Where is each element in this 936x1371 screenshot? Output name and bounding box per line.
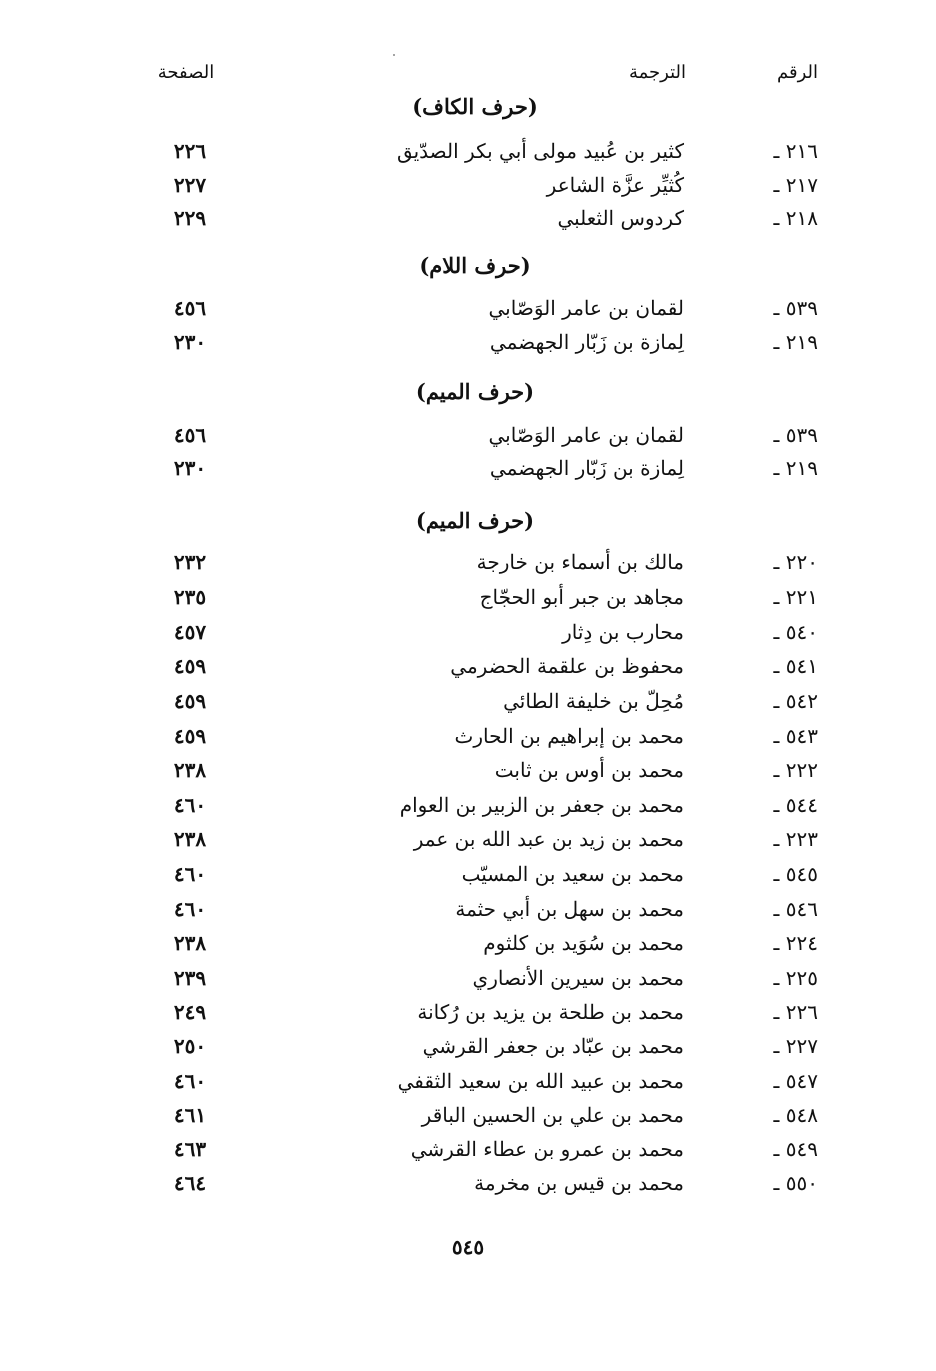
entry-number: ٥٤٧ ـ xyxy=(773,1069,818,1093)
entry-number: ٥٤٠ ـ xyxy=(773,620,818,644)
index-entry xyxy=(0,1134,936,1164)
entry-name: محمد بن علي بن الحسين الباقر xyxy=(421,1103,684,1127)
entry-name: لقمان بن عامر الوَصّابي xyxy=(488,423,684,447)
entry-name: محمد بن سُوَيد بن كلثوم xyxy=(483,931,684,955)
section-title: (حرف الكاف) xyxy=(412,94,538,119)
index-entry xyxy=(0,1066,936,1096)
entry-page: ٢٣٥ xyxy=(173,585,207,609)
entry-number: ٥٣٩ ـ xyxy=(773,423,818,447)
entry-name: لِمازة بن زَبّار الجهضمي xyxy=(489,330,684,354)
entry-page: ٤٥٦ xyxy=(173,423,207,447)
index-entry xyxy=(0,651,936,681)
entry-number: ٥٤٣ ـ xyxy=(773,724,818,748)
entry-number: ٢٢١ ـ xyxy=(773,585,818,609)
section-heading xyxy=(0,250,936,282)
page-number: ٥٤٥ xyxy=(451,1235,485,1259)
entry-number: ٢١٧ ـ xyxy=(773,173,818,197)
index-entry xyxy=(0,928,936,958)
entry-number: ٢٢٤ ـ xyxy=(773,931,818,955)
entry-name: كثير بن عُبيد مولى أبي بكر الصدّيق xyxy=(396,139,684,163)
entry-number: ٥٤٢ ـ xyxy=(773,689,818,713)
index-entry xyxy=(0,327,936,357)
entry-number: ٥٥٠ ـ xyxy=(773,1171,818,1195)
entry-page: ٤٦٠ xyxy=(173,862,207,886)
entry-number: ٥٤٤ ـ xyxy=(773,793,818,817)
section-heading xyxy=(0,376,936,408)
entry-page: ٤٦٠ xyxy=(173,1069,207,1093)
entry-name: مالك بن أسماء بن خارجة xyxy=(476,550,684,574)
entry-number: ٥٤٨ ـ xyxy=(773,1103,818,1127)
entry-number: ٢١٩ ـ xyxy=(773,456,818,480)
entry-page: ٢٣٠ xyxy=(173,456,207,480)
entry-page: ٢٣٨ xyxy=(173,931,207,955)
section-title: (حرف الميم) xyxy=(415,379,535,404)
entry-page: ٤٦٣ xyxy=(173,1137,207,1161)
entry-page: ٢٣٠ xyxy=(173,330,207,354)
entry-number: ٢٢٥ ـ xyxy=(773,966,818,990)
index-entry xyxy=(0,453,936,483)
entry-number: ٢١٩ ـ xyxy=(773,330,818,354)
name-column-header: الترجمة xyxy=(628,62,686,83)
index-entry xyxy=(0,1031,936,1061)
entry-number: ٢١٨ ـ xyxy=(773,206,818,230)
section-title: (حرف اللام) xyxy=(419,253,531,278)
entry-page: ٤٥٧ xyxy=(173,620,207,644)
entry-page: ٢٣٨ xyxy=(173,827,207,851)
entry-page: ٤٦٠ xyxy=(173,793,207,817)
index-entry xyxy=(0,790,936,820)
index-entry xyxy=(0,1100,936,1130)
entry-name: كردوس الثعلبي xyxy=(557,206,684,230)
entry-page: ٢٣٨ xyxy=(173,758,207,782)
print-speck xyxy=(393,54,395,56)
entry-name: محمد بن أوس بن ثابت xyxy=(494,758,684,782)
index-entry xyxy=(0,136,936,166)
entry-page: ٤٥٩ xyxy=(173,724,207,748)
entry-name: مجاهد بن جبر أبو الحجّاج xyxy=(479,585,684,609)
index-entry xyxy=(0,170,936,200)
entry-name: محفوظ بن علقمة الحضرمي xyxy=(450,654,684,678)
entry-page: ٤٦٠ xyxy=(173,897,207,921)
entry-name: محمد بن قيس بن مخرمة xyxy=(474,1171,684,1195)
index-entry xyxy=(0,997,936,1027)
entry-page: ٢٢٦ xyxy=(173,139,207,163)
entry-name: محمد بن سعيد بن المسيّب xyxy=(461,862,684,886)
index-entry xyxy=(0,582,936,612)
number-column-header: الرقم xyxy=(776,62,818,83)
index-entry xyxy=(0,420,936,450)
index-entry xyxy=(0,686,936,716)
index-entry xyxy=(0,1168,936,1198)
entry-page: ٢٢٩ xyxy=(173,206,207,230)
index-entry xyxy=(0,293,936,323)
entry-number: ٢٢٠ ـ xyxy=(773,550,818,574)
entry-name: محمد بن عبّاد بن جعفر القرشي xyxy=(422,1034,684,1058)
section-title: (حرف الميم) xyxy=(415,508,535,533)
entry-number: ٢٢٧ ـ xyxy=(773,1034,818,1058)
entry-page: ٤٥٦ xyxy=(173,296,207,320)
entry-name: محمد بن سيرين الأنصاري xyxy=(472,966,684,990)
entry-name: لقمان بن عامر الوَصّابي xyxy=(488,296,684,320)
entry-name: محمد بن عبيد الله بن سعيد الثقفي xyxy=(397,1069,684,1093)
entry-page: ٢٥٠ xyxy=(173,1034,207,1058)
section-heading xyxy=(0,505,936,537)
section-heading xyxy=(0,91,936,123)
entry-number: ٥٤٩ ـ xyxy=(773,1137,818,1161)
entry-name: مُحِلّ بن خليفة الطائي xyxy=(503,689,684,713)
index-entry xyxy=(0,203,936,233)
entry-number: ٢١٦ ـ xyxy=(773,139,818,163)
entry-page: ٢٣٩ xyxy=(173,966,207,990)
index-entry xyxy=(0,755,936,785)
entry-name: محمد بن سهل بن أبي حثمة xyxy=(455,897,684,921)
entry-page: ٤٥٩ xyxy=(173,689,207,713)
index-entry xyxy=(0,617,936,647)
entry-name: كُثيِّر عزَّة الشاعر xyxy=(546,173,684,197)
column-header-row xyxy=(0,58,936,88)
index-entry xyxy=(0,894,936,924)
entry-page: ٢٣٢ xyxy=(173,550,207,574)
entry-page: ٤٦٤ xyxy=(173,1171,207,1195)
entry-page: ٢٢٧ xyxy=(173,173,207,197)
index-entry xyxy=(0,824,936,854)
entry-number: ٢٢٣ ـ xyxy=(773,827,818,851)
entry-number: ٥٣٩ ـ xyxy=(773,296,818,320)
entry-name: لِمازة بن زَبّار الجهضمي xyxy=(489,456,684,480)
index-entry xyxy=(0,963,936,993)
entry-number: ٥٤٦ ـ xyxy=(773,897,818,921)
index-entry xyxy=(0,859,936,889)
entry-number: ٥٤١ ـ xyxy=(773,654,818,678)
entry-page: ٢٤٩ xyxy=(173,1000,207,1024)
entry-name: محمد بن إبراهيم بن الحارث xyxy=(454,724,684,748)
index-entry xyxy=(0,721,936,751)
index-entry xyxy=(0,547,936,577)
entry-name: محارب بن دِثار xyxy=(562,620,684,644)
entry-name: محمد بن طلحة بن يزيد بن رُكانة xyxy=(417,1000,684,1024)
entry-page: ٤٦١ xyxy=(173,1103,207,1127)
entry-number: ٢٢٢ ـ xyxy=(773,758,818,782)
entry-name: محمد بن زيد بن عبد الله بن عمر xyxy=(413,827,684,851)
entry-number: ٥٤٥ ـ xyxy=(773,862,818,886)
entry-number: ٢٢٦ ـ xyxy=(773,1000,818,1024)
entry-page: ٤٥٩ xyxy=(173,654,207,678)
page-column-header: الصفحة xyxy=(157,62,215,83)
entry-name: محمد بن عمرو بن عطاء القرشي xyxy=(410,1137,684,1161)
entry-name: محمد بن جعفر بن الزبير بن العوام xyxy=(399,793,684,817)
